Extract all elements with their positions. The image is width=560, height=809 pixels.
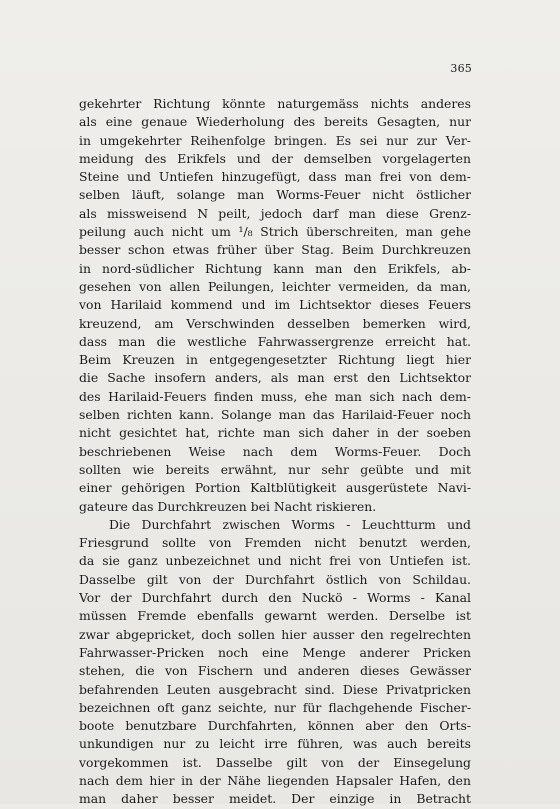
text-line: nicht gesichtet hat, richte man sich daher in der soeben [79, 425, 471, 441]
text-line: sollten wie bereits erwähnt, nur sehr geübte und mit [79, 461, 471, 477]
text-line: besser schon etwas früher über Stag. Beim Durchkreuzen [79, 242, 471, 258]
text-line: man daher besser meidet. Der einzige in Betracht [79, 791, 471, 807]
text-line: zwar abgepricket, doch sollen hier ausser den regelrechten [79, 626, 471, 642]
text-line: vorgekommen ist. Dasselbe gilt von der Einsegelung [79, 754, 471, 770]
text-line: befahrenden Leuten ausgebracht sind. Diese Privatpricken [79, 681, 471, 697]
text-line: Beim Kreuzen in entgegengesetzter Richtung liegt hier [79, 352, 471, 368]
text-line: selben läuft, solange man Worms-Feuer nicht östlicher [79, 187, 471, 203]
text-line: Friesgrund sollte von Fremden nicht benutzt werden, [79, 535, 471, 551]
text-line: müssen Fremde ebenfalls gewarnt werden. Derselbe ist [79, 608, 471, 624]
text-line: peilung auch nicht um ¹/₈ Strich überschreiten, man gehe [79, 224, 471, 240]
text-line: als missweisend N peilt, jedoch darf man diese Grenz- [79, 205, 471, 221]
text-line: meidung des Erikfels und der demselben vorgelagerten [79, 150, 471, 166]
text-line: Steine und Untiefen hinzugefügt, dass man frei von dem- [79, 169, 471, 185]
text-line: Dasselbe gilt von der Durchfahrt östlich von Schildau. [79, 571, 471, 587]
text-line: in umgekehrter Reihenfolge bringen. Es sei nur zur Ver- [79, 132, 471, 148]
text-line: von Harilaid kommend und im Lichtsektor dieses Feuers [79, 297, 471, 313]
text-line: stehen, die von Fischern und anderen dieses Gewässer [79, 663, 471, 679]
text-line: kreuzend, am Verschwinden desselben bemerken wird, [79, 315, 471, 331]
text-line: als eine genaue Wiederholung des bereits Gesagten, nur [79, 114, 471, 130]
text-line: Vor der Durchfahrt durch den Nuckö - Worms - Kanal [79, 590, 471, 606]
text-line: dass man die westliche Fahrwassergrenze erreicht hat. [79, 333, 471, 349]
text-line: boote benutzbare Durchfahrten, können aber den Orts- [79, 718, 471, 734]
text-line: in nord-südlicher Richtung kann man den Erikfels, ab- [79, 260, 471, 276]
text-line: selben richten kann. Solange man das Harilaid-Feuer noch [79, 407, 471, 423]
text-line: einer gehörigen Portion Kaltblütigkeit ausgerüstete Navi- [79, 480, 471, 496]
text-line: da sie ganz unbezeichnet und nicht frei von Untiefen ist. [79, 553, 471, 569]
text-line: Fahrwasser-Pricken noch eine Menge anderer Pricken [79, 644, 471, 660]
text-line: nach dem hier in der Nähe liegenden Hapsaler Hafen, den [79, 772, 471, 788]
page-number: 365 [450, 62, 472, 75]
text-line: gesehen von allen Peilungen, leichter vermeiden, da man, [79, 278, 471, 294]
text-line: bezeichnen oft ganz seichte, nur für flachgehende Fischer- [79, 699, 471, 715]
text-line: gekehrter Richtung könnte naturgemäss nichts anderes [79, 96, 471, 111]
text-line: unkundigen nur zu leicht irre führen, was auch bereits [79, 736, 471, 752]
paragraph-start-line: Die Durchfahrt zwischen Worms - Leuchtturm und [109, 516, 471, 532]
text-line: die Sache insofern anders, als man erst den Lichtsektor [79, 370, 471, 386]
text-line: des Harilaid-Feuers finden muss, ehe man sich nach dem- [79, 388, 471, 404]
text-line: beschriebenen Weise nach dem Worms-Feuer. Doch [79, 443, 471, 459]
paragraph-end-line: gateure das Durchkreuzen bei Nacht riskieren. [79, 498, 377, 514]
body-text [79, 95, 471, 809]
